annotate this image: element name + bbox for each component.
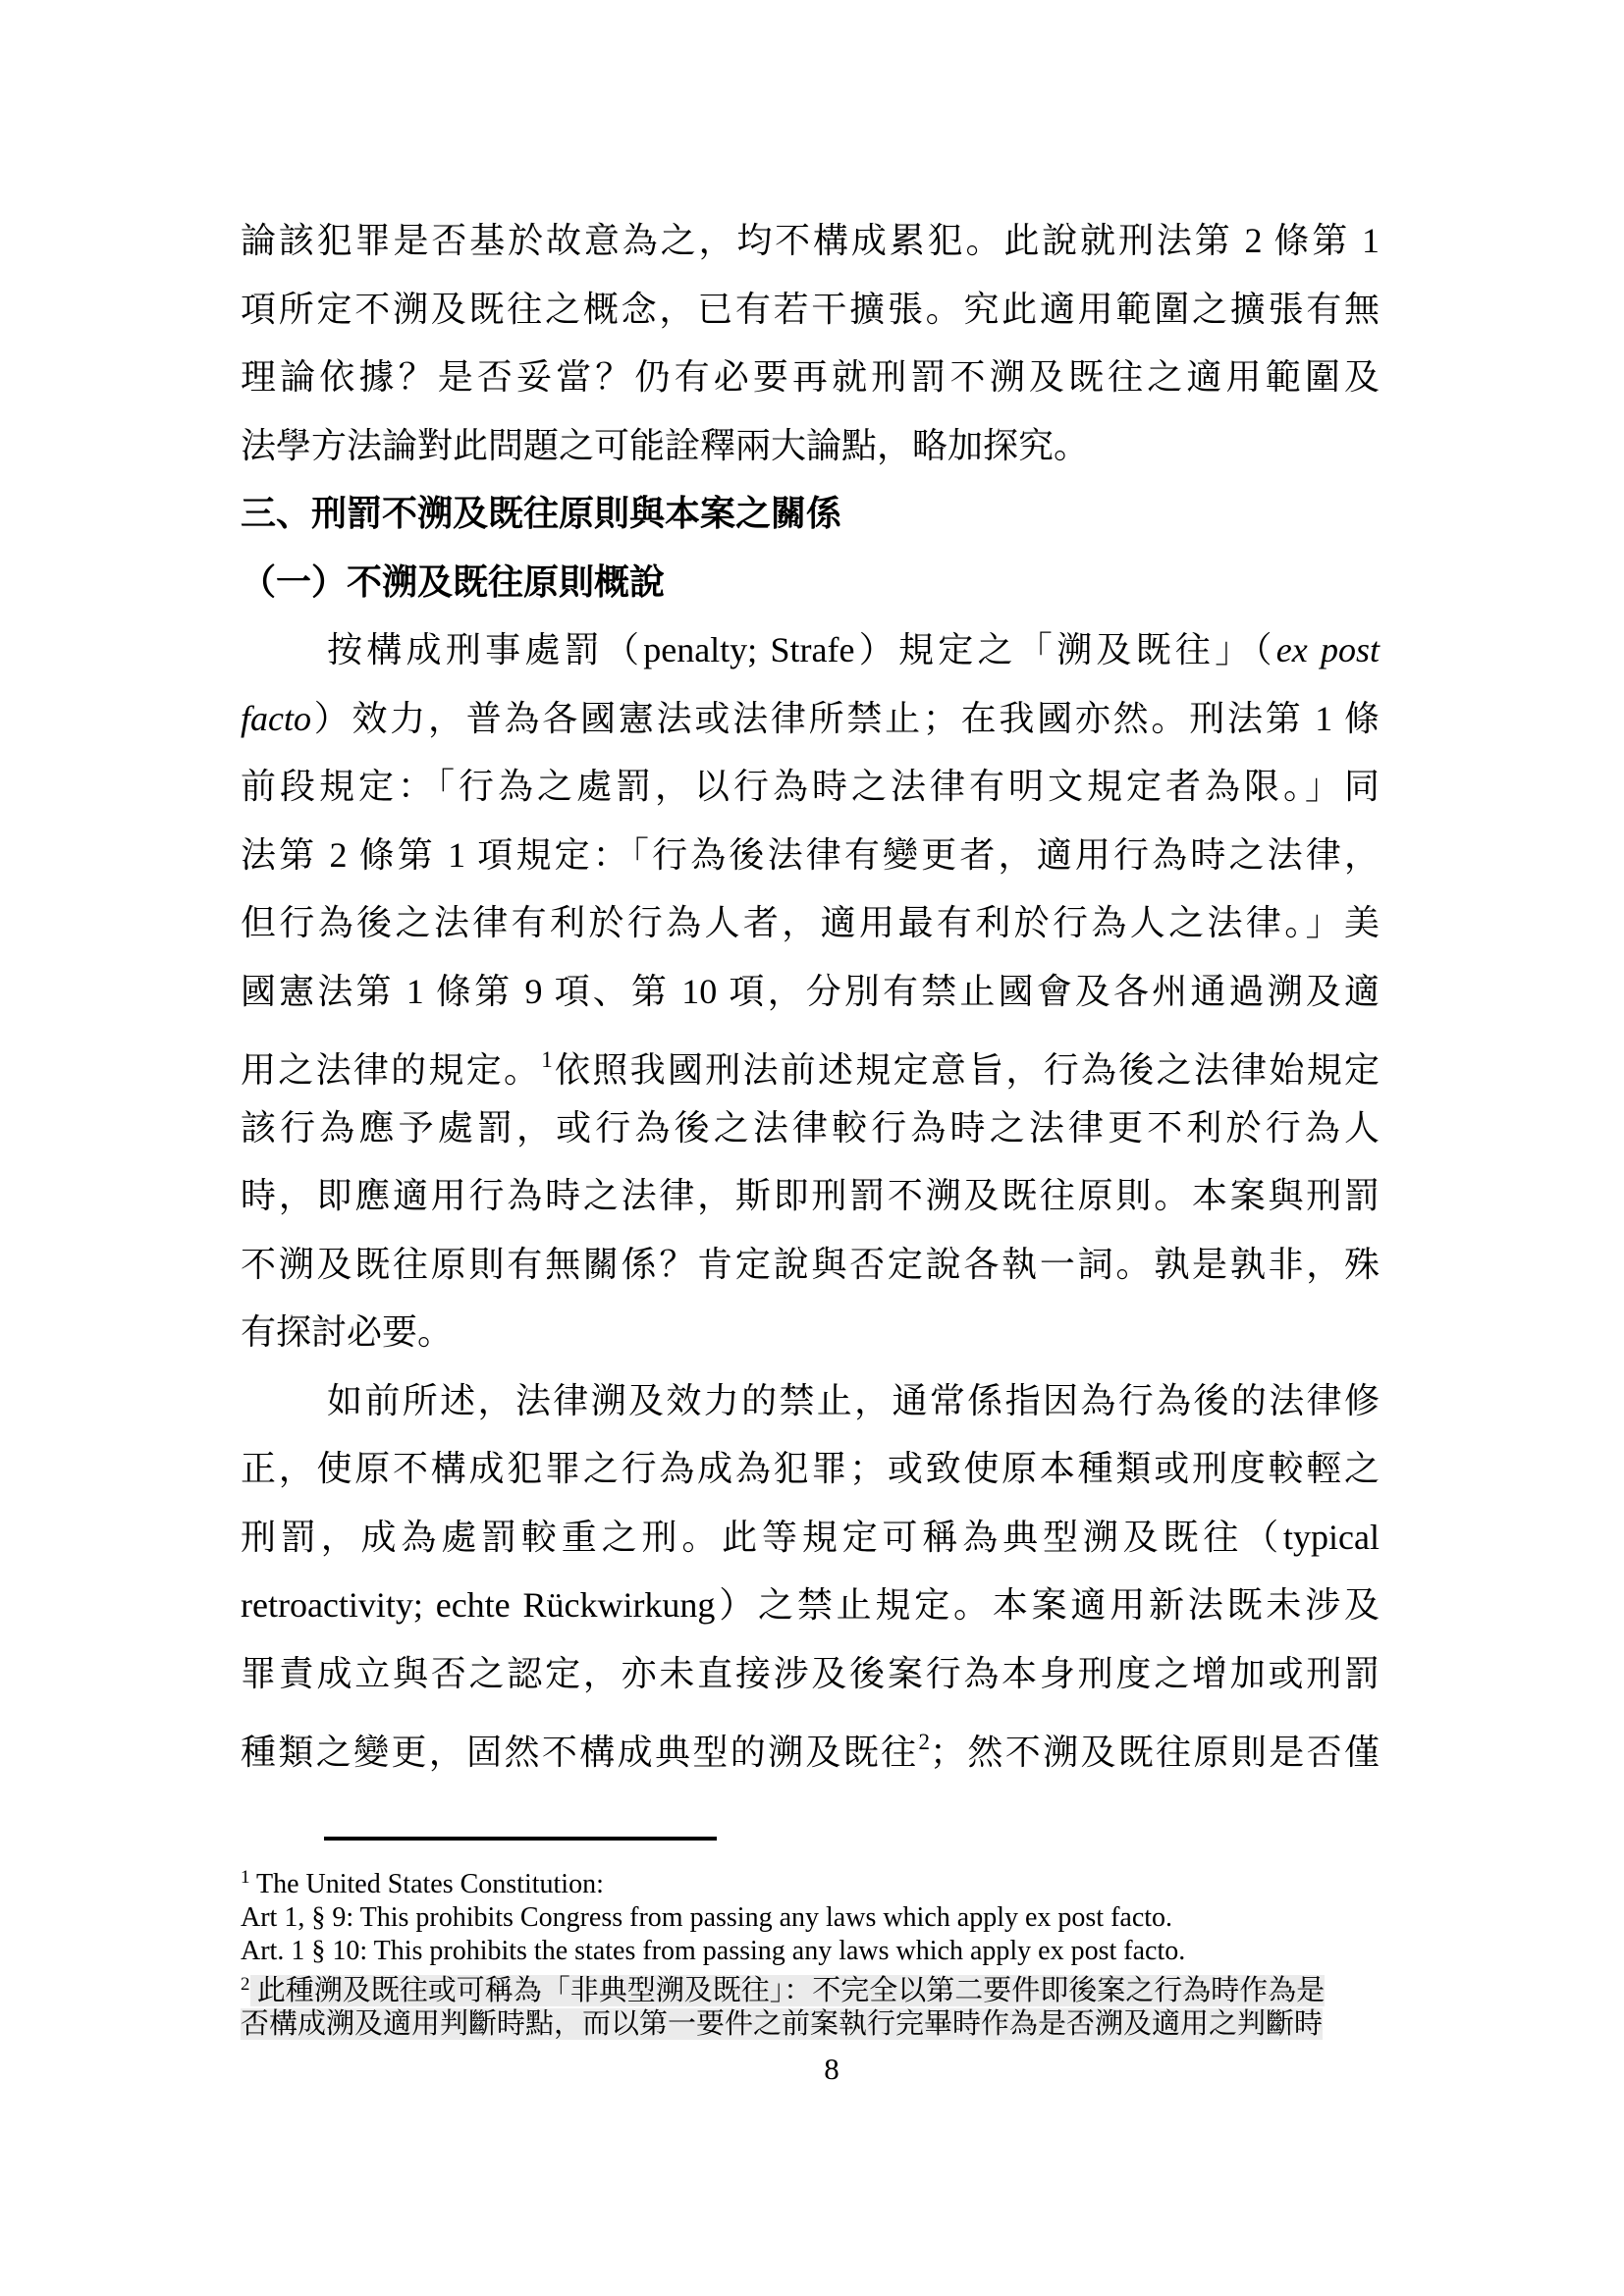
text-segment: 不溯及既往原則有無關係？肯定說與否定說各執一詞。孰是孰非，殊 <box>241 1244 1380 1284</box>
text-segment: 此種溯及既往或可稱為「非典型溯及既往」：不完全以第二要件即後案之行為時作為是 <box>249 1975 1326 2006</box>
text-segment: ；然不溯及既往原則是否僅 <box>930 1733 1380 1772</box>
text-segment: 但行為後之法律有利於行為人者，適用最有利於行為人之法律。」美 <box>241 903 1380 942</box>
text-line <box>241 344 1380 412</box>
text-segment: 正，使原不構成犯罪之行為成為犯罪；或致使原本種類或刑度較輕之 <box>241 1449 1380 1488</box>
text-segment: 種類之變更，固然不構成典型的溯及既往 <box>241 1733 919 1772</box>
text-segment: 用之法律的規定。 <box>241 1050 542 1090</box>
text-segment: ex post <box>1275 630 1380 669</box>
text-segment: 理論依據？是否妥當？仍有必要再就刑罰不溯及既往之適用範圍及 <box>241 357 1380 397</box>
text-segment: 否構成溯及適用判斷時點，而以第一要件之前案執行完畢時作為是否溯及適用之判斷時 <box>241 2008 1324 2040</box>
text-line <box>241 1367 1380 1436</box>
text-segment: 按構成刑事處罰（penalty; Strafe）規定之「溯及既往」（ <box>327 630 1276 669</box>
text-line <box>241 1095 1380 1163</box>
text-line <box>241 1435 1380 1504</box>
text-segment: retroactivity; echte Rückwirkung）之禁止規定。本案適用新法既未涉及 <box>241 1585 1380 1625</box>
text-segment: 前段規定：「行為之處罰，以行為時之法律有明文規定者為限。」同 <box>241 767 1380 806</box>
text-line <box>241 889 1380 958</box>
footnote-line <box>241 1861 1399 1901</box>
text-segment: 項所定不溯及既往之概念，已有若干擴張。究此適用範圍之擴張有無 <box>241 289 1380 329</box>
text-line <box>241 207 1380 276</box>
text-segment: 該行為應予處罰，或行為後之法律較行為時之法律更不利於行為人 <box>241 1107 1380 1148</box>
text-line <box>241 1640 1380 1709</box>
page-number: 8 <box>824 2052 839 2086</box>
text-line <box>241 1026 1380 1095</box>
text-line <box>241 412 1380 481</box>
footnote-ref: 2 <box>918 1730 930 1754</box>
text-segment: 有探討必要。 <box>241 1312 454 1352</box>
text-segment: 三、刑罰不溯及既往原則與本案之關係 <box>241 494 842 533</box>
text-line <box>241 1504 1380 1573</box>
text-segment: 論該犯罪是否基於故意為之，均不構成累犯。此說就刑法第 2 條第 1 <box>241 221 1380 260</box>
text-line <box>241 1299 1380 1367</box>
footnotes-block <box>241 1861 1399 2041</box>
footnote-line <box>241 1935 1399 1968</box>
text-segment: 法學方法論對此問題之可能詮釋兩大論點，略加探究。 <box>241 425 1090 465</box>
text-line <box>241 1572 1380 1640</box>
footnote-separator <box>324 1837 717 1841</box>
text-line <box>241 1231 1380 1300</box>
footnote-line <box>241 2007 1399 2041</box>
body-text-block <box>241 207 1380 1777</box>
text-line <box>241 276 1380 345</box>
text-segment: 法第 2 條第 1 項規定：「行為後法律有變更者，適用行為時之法律， <box>241 834 1380 875</box>
text-segment: 刑罰，成為處罰較重之刑。此等規定可稱為典型溯及既往（typical <box>241 1517 1380 1557</box>
footnote-ref: 1 <box>541 1047 553 1072</box>
text-segment: 國憲法第 1 條第 9 項、第 10 項，分別有禁止國會及各州通過溯及適 <box>241 971 1380 1011</box>
footnote-line <box>241 1968 1399 2007</box>
text-segment: 罪責成立與否之認定，亦未直接涉及後案行為本身刑度之增加或刑罰 <box>241 1653 1380 1693</box>
heading-line <box>241 549 1380 617</box>
text-line <box>241 958 1380 1027</box>
text-segment: 如前所述，法律溯及效力的禁止，通常係指因為行為後的法律修 <box>327 1380 1380 1420</box>
footnote-ref: 2 <box>241 1974 250 1995</box>
text-segment: 依照我國刑法前述規定意旨，行為後之法律始規定 <box>552 1050 1380 1090</box>
text-segment: Art. 1 § 10: This prohibits the states from passing any laws which apply ex post facto. <box>241 1936 1186 1966</box>
text-line <box>241 685 1380 754</box>
text-line <box>241 1708 1380 1777</box>
text-segment: facto <box>241 698 311 738</box>
text-segment: 時，即應適用行為時之法律，斯即刑罰不溯及既往原則。本案與刑罰 <box>241 1176 1380 1215</box>
text-line <box>241 753 1380 822</box>
heading-line <box>241 480 1380 549</box>
footnote-ref: 1 <box>241 1867 250 1888</box>
footnote-line <box>241 1901 1399 1935</box>
text-segment: The United States Constitution: <box>249 1869 604 1899</box>
text-segment: ）效力，普為各國憲法或法律所禁止；在我國亦然。刑法第 1 條 <box>310 698 1380 738</box>
text-segment: Art 1, § 9: This prohibits Congress from passing any laws which apply ex post facto. <box>241 1902 1173 1933</box>
text-line <box>241 1162 1380 1231</box>
text-line <box>241 616 1380 685</box>
text-line <box>241 822 1380 890</box>
text-segment: （一）不溯及既往原則概說 <box>241 561 666 602</box>
